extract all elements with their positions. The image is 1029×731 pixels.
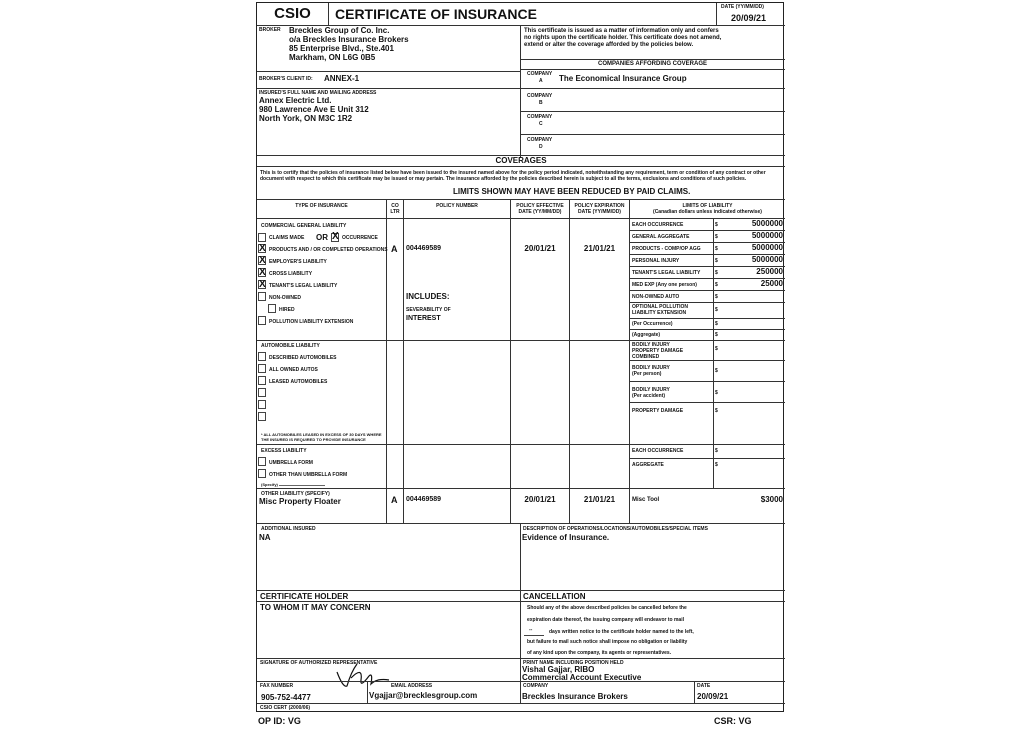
cgl-item-checkbox[interactable] <box>258 292 266 301</box>
auto-item-checkbox[interactable] <box>258 376 266 385</box>
specify-label: (Specify) <box>261 482 278 487</box>
claims-made-checkbox[interactable] <box>258 233 266 242</box>
auto-item-checkbox[interactable] <box>258 412 266 421</box>
certify-text: This is to certify that the policies of insurance listed below have been issued to the insured named above for the policy period indicated, notwithstanding any requirement, term or condition of any contract or other document with respect to which this certificate may be issued or may pertain. The insurance afforded by the policies described herein is subject to all the terms, exclusions and conditions of such policies. <box>260 170 766 182</box>
company-b-label: COMPANY <box>527 93 553 99</box>
excess-item-checkbox[interactable] <box>258 469 266 478</box>
limit-label: EACH OCCURRENCE <box>632 448 684 454</box>
csio-logo: CSIO <box>274 5 311 22</box>
cgl-item-mark: X <box>259 243 266 254</box>
auto-item-label: ALL OWNED AUTOS <box>269 367 318 373</box>
limits-banner: LIMITS SHOWN MAY HAVE BEEN REDUCED BY PAID CLAIMS. <box>453 187 691 196</box>
email-value: Vgajjar@brecklesgroup.com <box>369 691 478 700</box>
cgl-item-checkbox[interactable] <box>258 316 266 325</box>
occurrence-label: OCCURRENCE <box>342 235 378 241</box>
broker-label: BROKER <box>259 27 281 33</box>
cancellation-line: but failure to mail such notice shall impose no obligation or liability <box>527 639 688 645</box>
op-id: OP ID: VG <box>258 716 301 726</box>
cgl-item-label: POLLUTION LIABILITY EXTENSION <box>269 319 354 325</box>
limit-label: TENANT'S LEGAL LIABILITY <box>632 270 701 276</box>
limit-value: 250000 <box>756 267 783 276</box>
cgl-item-label: HIRED <box>279 307 295 313</box>
document-title: CERTIFICATE OF INSURANCE <box>335 6 537 22</box>
cgl-item-label: TENANT'S LEGAL LIABILITY <box>269 283 338 289</box>
limit-label: GENERAL AGGREGATE <box>632 234 690 240</box>
company-footer-value: Breckles Insurance Brokers <box>522 692 628 701</box>
col-policy-number: POLICY NUMBER <box>436 203 478 209</box>
excess-item-label: OTHER THAN UMBRELLA FORM <box>269 472 348 478</box>
limit-label: MED EXP (Any one person) <box>632 282 697 288</box>
dollar-sign: $ <box>715 258 718 264</box>
description-label: DESCRIPTION OF OPERATIONS/LOCATIONS/AUTOMOBILES/SPECIAL ITEMS <box>523 526 708 532</box>
company-c-label: COMPANY <box>527 114 553 120</box>
limit-label: BODILY INJURY (Per accident) <box>632 387 670 399</box>
coverages-title: COVERAGES <box>495 156 547 165</box>
cgl-item-checkbox[interactable] <box>268 304 276 313</box>
col-effective: POLICY EFFECTIVE DATE (YY/MM/DD) <box>516 203 564 215</box>
other-co-ltr: A <box>391 495 398 505</box>
limit-label: NON-OWNED AUTO <box>632 294 680 300</box>
additional-insured-label: ADDITIONAL INSURED <box>261 526 316 532</box>
print-position-value: Commercial Account Executive <box>522 673 642 682</box>
limit-label: (Per Occurrence) <box>632 321 673 327</box>
dollar-sign: $ <box>715 270 718 276</box>
company-a-letter: A <box>539 78 543 84</box>
print-name-value: Vishal Gajjar, RIBO <box>522 665 595 674</box>
limit-value: 5000000 <box>751 231 783 240</box>
description-value: Evidence of Insurance. <box>522 533 610 542</box>
print-name-label: PRINT NAME INCLUDING POSITION HELD <box>523 660 624 666</box>
auto-item-checkbox[interactable] <box>258 400 266 409</box>
limit-label: OPTIONAL POLLUTION LIABILITY EXTENSION <box>632 304 689 316</box>
dollar-sign: $ <box>715 368 718 374</box>
limit-value: 5000000 <box>751 243 783 252</box>
other-description: Misc Property Floater <box>259 497 341 506</box>
excess-title: EXCESS LIABILITY <box>261 448 307 454</box>
additional-insured-value: NA <box>259 533 271 542</box>
auto-item-checkbox[interactable] <box>258 388 266 397</box>
limit-label: BODILY INJURY PROPERTY DAMAGE COMBINED <box>632 342 684 360</box>
broker-address: Breckles Group of Co. Inc. o/a Breckles Insurance Brokers 85 Enterprise Blvd., Ste.401 Markham, ON L6G 0B5 <box>289 26 409 62</box>
dollar-sign: $ <box>715 332 718 338</box>
cgl-item-label: EMPLOYER'S LIABILITY <box>269 259 327 265</box>
dollar-sign: $ <box>715 222 718 228</box>
limit-label: EACH OCCURRENCE <box>632 222 684 228</box>
insured-address: Annex Electric Ltd. 980 Lawrence Ave E Unit 312 North York, ON M3C 1R2 <box>259 96 369 123</box>
or-label: OR <box>316 233 328 242</box>
limit-value: 5000000 <box>751 255 783 264</box>
dollar-sign: $ <box>715 408 718 414</box>
interest-label: INTEREST <box>406 315 441 322</box>
excess-item-label: UMBRELLA FORM <box>269 460 313 466</box>
email-label: EMAIL ADDRESS <box>391 683 433 689</box>
severability-label: SEVERABILITY OF <box>406 307 451 313</box>
cgl-item-label: CROSS LIABILITY <box>269 271 313 277</box>
limit-label: PERSONAL INJURY <box>632 258 680 264</box>
dollar-sign: $ <box>715 307 718 313</box>
auto-footnote: * ALL AUTOMOBILES LEASED IN EXCESS OF 30 DAYS WHERE THE INSURED IS REQUIRED TO PROVIDE INSURANCE <box>261 432 382 442</box>
cgl-item-mark: X <box>259 267 266 278</box>
other-title: OTHER LIABILITY (SPECIFY) <box>261 491 330 497</box>
col-co-ltr: CO LTR <box>390 203 400 215</box>
auto-title: AUTOMOBILE LIABILITY <box>261 343 320 349</box>
auto-item-checkbox[interactable] <box>258 352 266 361</box>
client-id-value: ANNEX-1 <box>324 74 360 83</box>
dollar-sign: $ <box>715 234 718 240</box>
dollar-sign: $ <box>715 321 718 327</box>
company-d-letter: D <box>539 144 543 150</box>
limit-value: 5000000 <box>751 219 783 228</box>
auto-item-label: DESCRIBED AUTOMOBILES <box>269 355 337 361</box>
handwritten-signature <box>333 658 393 692</box>
insured-label: INSURED'S FULL NAME AND MAILING ADDRESS <box>259 90 377 96</box>
cancellation-label: CANCELLATION <box>523 592 586 601</box>
company-a-label: COMPANY <box>527 71 553 77</box>
limit-label: BODILY INJURY (Per person) <box>632 365 670 377</box>
dollar-sign: $ <box>715 294 718 300</box>
fax-value: 905-752-4477 <box>261 693 311 702</box>
dollar-sign: $ <box>715 448 718 454</box>
date-label: DATE (YY/MM/DD) <box>721 4 764 10</box>
limit-label: (Aggregate) <box>632 332 661 338</box>
cancellation-line: days written notice to the certificate holder named to the left, <box>549 629 694 635</box>
cancellation-days: -- <box>529 627 533 633</box>
company-d-label: COMPANY <box>527 137 553 143</box>
csr-id: CSR: VG <box>714 716 752 726</box>
cgl-item-mark: X <box>259 279 266 290</box>
company-c-letter: C <box>539 121 543 127</box>
auto-item-checkbox[interactable] <box>258 364 266 373</box>
dollar-sign: $ <box>715 390 718 396</box>
cancellation-line: expiration date thereof, the issuing company will endeavor to mail <box>527 617 684 623</box>
cancellation-line: Should any of the above described policies be cancelled before the <box>527 605 687 611</box>
col-type: TYPE OF INSURANCE <box>295 203 348 209</box>
certificate-holder-value: TO WHOM IT MAY CONCERN <box>260 603 371 612</box>
dollar-sign: $ <box>715 346 718 352</box>
company-b-letter: B <box>539 100 543 106</box>
other-limit-label: Misc Tool <box>632 497 660 503</box>
cancellation-line: of any kind upon the company, its agents or representatives. <box>527 650 672 656</box>
other-expiration-date: 21/01/21 <box>583 495 616 504</box>
certificate-sheet <box>256 2 784 712</box>
dollar-sign: $ <box>715 462 718 468</box>
cgl-expiration-date: 21/01/21 <box>583 244 616 253</box>
company-footer-label: COMPANY <box>523 683 549 689</box>
occurrence-x-mark: X <box>332 231 339 242</box>
companies-title: COMPANIES AFFORDING COVERAGE <box>597 61 707 67</box>
date-footer-value: 20/09/21 <box>697 692 729 701</box>
dollar-sign: $ <box>715 282 718 288</box>
limit-value: 25000 <box>760 279 783 288</box>
client-id-label: BROKER'S CLIENT ID: <box>259 76 313 82</box>
dollar-sign: $ <box>715 246 718 252</box>
limit-label: PRODUCTS - COMP/OP AGG <box>632 246 701 252</box>
cgl-co-ltr: A <box>391 244 398 254</box>
cgl-item-label: PRODUCTS AND / OR COMPLETED OPERATIONS <box>269 247 388 253</box>
form-id: CSIO CERT (2000/06) <box>260 705 311 711</box>
cgl-item-label: NON-OWNED <box>269 295 301 301</box>
limit-label: AGGREGATE <box>632 462 664 468</box>
col-limits-sub: (Canadian dollars unless indicated otherwise) <box>653 209 762 215</box>
cgl-item-mark: X <box>259 255 266 266</box>
claims-made-label: CLAIMS MADE <box>269 235 305 241</box>
other-effective-date: 20/01/21 <box>524 495 556 504</box>
includes-label: INCLUDES: <box>406 292 450 301</box>
excess-item-checkbox[interactable] <box>258 457 266 466</box>
date-footer-label: DATE <box>697 683 711 689</box>
date-value: 20/09/21 <box>731 13 767 23</box>
limit-label: PROPERTY DAMAGE <box>632 408 684 414</box>
col-limits: LIMITS OF LIABILITY <box>682 203 733 209</box>
signature-label: SIGNATURE OF AUTHORIZED REPRESENTATIVE <box>260 660 378 666</box>
other-policy-number: 004469589 <box>406 496 442 503</box>
disclaimer-text: This certificate is issued as a matter of information only and confers no rights upon the certificate holder. This certificate does not amend, extend or alter the coverage afforded by the policies below. <box>524 28 722 48</box>
fax-label: FAX NUMBER <box>260 683 294 689</box>
company-a-name: The Economical Insurance Group <box>559 74 687 83</box>
certificate-holder-label: CERTIFICATE HOLDER <box>260 592 349 601</box>
col-expiration: POLICY EXPIRATION DATE (YY/MM/DD) <box>574 203 625 215</box>
cgl-effective-date: 20/01/21 <box>524 244 556 253</box>
other-limit-value: $3000 <box>760 495 783 504</box>
cgl-policy-number: 004469589 <box>406 245 442 252</box>
auto-item-label: LEASED AUTOMOBILES <box>269 379 328 385</box>
cgl-title: COMMERCIAL GENERAL LIABILITY <box>261 223 347 229</box>
